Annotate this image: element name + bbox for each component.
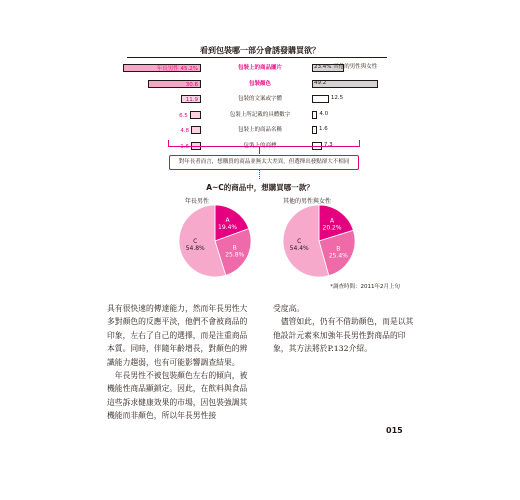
pie-slice-value: 54.4%	[289, 244, 309, 252]
right-bar-value: 49.2	[314, 79, 327, 86]
pie-slice-label: A	[225, 216, 230, 224]
row-label: 包裝上所記載的具體數字	[229, 111, 291, 118]
left-bar-value: 11.9	[185, 97, 198, 103]
pie-slice-label: B	[232, 244, 237, 252]
row-label: 包裝上的商品名稱	[237, 127, 282, 133]
row-label: 包裝顏色	[248, 80, 271, 87]
row-label: 包裝的文案或字體	[237, 96, 282, 102]
pie-slice-value: 25.8%	[225, 251, 245, 259]
bar-row	[0, 94, 520, 104]
body-column-left	[107, 302, 249, 423]
left-bar	[123, 64, 201, 72]
row-label: 包裝上的商品圖片	[237, 65, 282, 71]
left-bar	[179, 111, 201, 119]
left-bar-value: 年長男性 45.2%	[156, 66, 198, 72]
left-bar	[181, 95, 201, 103]
pie-slice-label: B	[336, 245, 341, 253]
right-bar-value: 12.5	[330, 95, 344, 101]
pie-slice-value: 19.4%	[218, 223, 238, 231]
right-bar	[312, 95, 329, 103]
row-label: 包裝上的商標	[243, 142, 277, 149]
left-bar-value: 4.8	[180, 128, 189, 134]
left-bar-value: 6.5	[179, 112, 188, 119]
pie-chart-others	[282, 204, 356, 278]
right-bar-value: 1.6	[319, 126, 328, 132]
question-2: A~C的商品中，想購買哪一款？	[206, 183, 314, 192]
bar-row	[0, 63, 520, 73]
pie-title-older-men: 年長男性	[185, 198, 210, 205]
right-bar	[312, 111, 317, 119]
page-number: 015	[386, 426, 403, 435]
chart-title: 看到包裝哪一部分會誘發購買欲？	[200, 46, 320, 55]
pie-slice-label: C	[193, 238, 198, 246]
left-bar-value: 30.6	[185, 81, 198, 88]
body-column-right	[273, 302, 415, 356]
pie-slice-value: 54.8%	[185, 245, 205, 253]
bracket	[168, 146, 360, 147]
bracket-stem	[259, 146, 260, 154]
pie-slice-label: A	[329, 217, 335, 225]
bar-row	[0, 110, 520, 120]
pie-slice-value: 25.4%	[328, 252, 348, 260]
pie-title-others: 其他的男性與女性	[283, 198, 332, 205]
pie-svg	[282, 204, 356, 278]
body-paragraph: 儘管如此，仍有不借助顏色，而是以其他設計元素來加強年長男性對商品的印象，其方法將於P.132介紹。	[273, 317, 414, 354]
bar-row	[0, 125, 520, 135]
left-bar	[180, 126, 201, 134]
survey-footnote: *調查時間：2011年2月上旬	[330, 284, 400, 290]
title-rule	[127, 57, 387, 58]
right-bar-value: 4.0	[319, 110, 329, 117]
left-bar-value: 1.6	[180, 143, 189, 150]
pie-svg	[178, 204, 252, 278]
pie-chart-older-men	[178, 204, 252, 278]
right-bar-value: 23.4% 其他的男性與女性	[314, 64, 378, 70]
pie-slice-value: 20.2%	[322, 224, 342, 232]
bar-row	[0, 79, 520, 89]
summary-note: 對年長者而言，想購買的商品並無太大差異，但選擇出發點卻大不相同	[169, 155, 359, 170]
body-paragraph: 具有很快速的傳達能力，然而年長男性大多對顏色的反應平淡，他們不會被商品的印象，左右了自己的選擇，而是注重商品本質。同時，伴隨年齡增長，對顏色的辨識能力趨弱，也有可能影響調查結果。	[107, 304, 248, 367]
body-paragraph: 年長男性不被包裝顏色左右的傾向，被機能性商品顯鎖定。因此，在飲料與食品這些訴求健康效果的市場，因包裝強調其機能而非顏色，所以年長男性接	[107, 371, 248, 421]
dotted-connector	[259, 169, 260, 179]
left-bar	[148, 80, 201, 88]
body-paragraph: 受度高。	[273, 304, 305, 313]
right-bar	[312, 126, 317, 134]
right-bar-value: 7.3	[323, 141, 333, 148]
pie-slice-label: C	[297, 237, 302, 245]
